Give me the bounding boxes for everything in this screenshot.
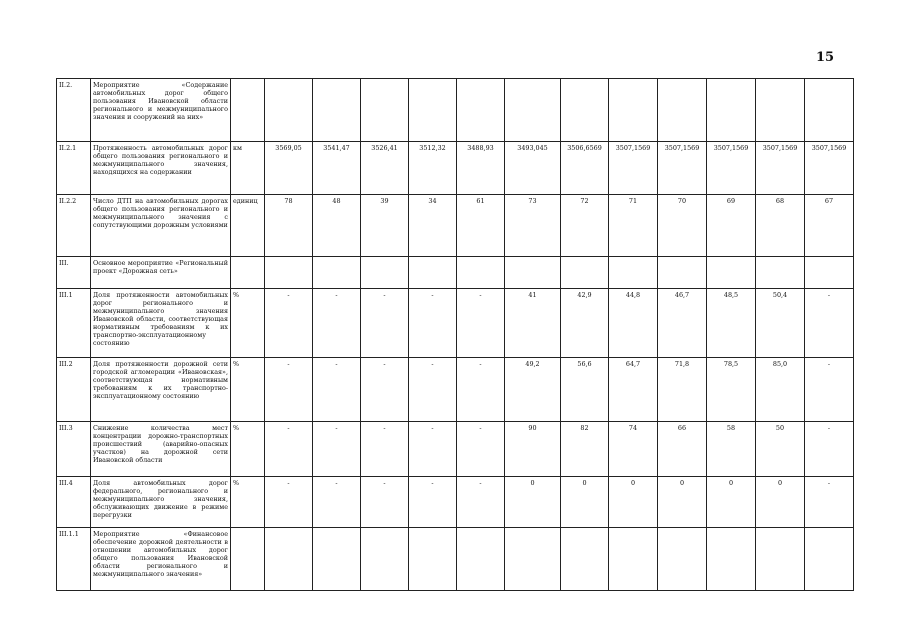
table-row — [57, 477, 854, 528]
value-cell — [409, 79, 457, 142]
value-cell: - — [265, 358, 313, 422]
value-cell: 66 — [658, 422, 707, 477]
value-cell: 50,4 — [756, 289, 805, 358]
indicator-name: Протяженность автомобильных дорог общего пользования регионального и межмуниципального значения, находящихся на содержании — [91, 142, 231, 195]
value-cell — [609, 79, 658, 142]
value-cell — [265, 79, 313, 142]
value-cell: 48 — [313, 195, 361, 257]
value-cell: - — [457, 477, 505, 528]
value-cell: 3507,1569 — [805, 142, 854, 195]
table-row — [57, 142, 854, 195]
table-row — [57, 79, 854, 142]
value-cell: - — [313, 289, 361, 358]
value-cell: 68 — [756, 195, 805, 257]
value-cell — [561, 79, 609, 142]
value-cell: 3526,41 — [361, 142, 409, 195]
table-row — [57, 195, 854, 257]
value-cell: - — [265, 477, 313, 528]
unit-cell — [231, 528, 265, 591]
unit-cell: единиц — [231, 195, 265, 257]
table-row — [57, 358, 854, 422]
table-row — [57, 422, 854, 477]
indicator-name: Мероприятие «Финансовое обеспечение дорожной деятельности в отношении автомобильных дорог общего пользования Ивановской области регионального и межмуниципального значения» — [91, 528, 231, 591]
value-cell — [805, 79, 854, 142]
value-cell: 64,7 — [609, 358, 658, 422]
row-number: III. — [57, 257, 91, 289]
value-cell — [457, 257, 505, 289]
value-cell: 82 — [561, 422, 609, 477]
value-cell: 56,6 — [561, 358, 609, 422]
unit-cell: % — [231, 422, 265, 477]
value-cell: 46,7 — [658, 289, 707, 358]
value-cell: 41 — [505, 289, 561, 358]
value-cell — [265, 257, 313, 289]
value-cell: 90 — [505, 422, 561, 477]
indicator-name: Мероприятие «Содержание автомобильных дорог общего пользования Ивановской области регионального и межмуниципального значения и сооружений на них» — [91, 79, 231, 142]
value-cell: 3541,47 — [313, 142, 361, 195]
indicators-table — [56, 78, 854, 591]
value-cell — [756, 257, 805, 289]
value-cell: - — [457, 358, 505, 422]
value-cell — [561, 257, 609, 289]
value-cell: 78 — [265, 195, 313, 257]
value-cell: - — [361, 289, 409, 358]
value-cell: 3507,1569 — [658, 142, 707, 195]
row-number: III.4 — [57, 477, 91, 528]
value-cell — [361, 79, 409, 142]
value-cell — [505, 528, 561, 591]
indicator-name: Основное мероприятие «Региональный проект «Дорожная сеть» — [91, 257, 231, 289]
value-cell — [805, 257, 854, 289]
row-number: II.2.2 — [57, 195, 91, 257]
value-cell — [658, 79, 707, 142]
row-number: II.2.1 — [57, 142, 91, 195]
value-cell — [361, 528, 409, 591]
value-cell: 48,5 — [707, 289, 756, 358]
value-cell — [457, 79, 505, 142]
value-cell: 0 — [658, 477, 707, 528]
value-cell: - — [409, 422, 457, 477]
value-cell — [658, 257, 707, 289]
value-cell: 58 — [707, 422, 756, 477]
value-cell: 3507,1569 — [609, 142, 658, 195]
value-cell: - — [457, 289, 505, 358]
value-cell — [409, 257, 457, 289]
value-cell: 3506,6569 — [561, 142, 609, 195]
value-cell — [457, 528, 505, 591]
row-number: III.2 — [57, 358, 91, 422]
value-cell: 42,9 — [561, 289, 609, 358]
value-cell — [505, 257, 561, 289]
value-cell: - — [409, 289, 457, 358]
value-cell — [265, 528, 313, 591]
value-cell: 3507,1569 — [756, 142, 805, 195]
value-cell: 73 — [505, 195, 561, 257]
value-cell: - — [361, 358, 409, 422]
value-cell — [707, 528, 756, 591]
indicator-name: Снижение количества мест концентрации дорожно-транспортных происшествий (аварийно-опасных участков) на дорожной сети Ивановской области — [91, 422, 231, 477]
unit-cell: % — [231, 477, 265, 528]
value-cell — [658, 528, 707, 591]
row-number: II.2. — [57, 79, 91, 142]
value-cell: - — [361, 477, 409, 528]
value-cell: 49,2 — [505, 358, 561, 422]
value-cell — [561, 528, 609, 591]
value-cell: - — [805, 358, 854, 422]
value-cell: 70 — [658, 195, 707, 257]
unit-cell: % — [231, 289, 265, 358]
value-cell — [313, 528, 361, 591]
value-cell: 0 — [609, 477, 658, 528]
table-row — [57, 289, 854, 358]
value-cell: 72 — [561, 195, 609, 257]
value-cell: - — [313, 358, 361, 422]
value-cell: 3493,045 — [505, 142, 561, 195]
value-cell — [409, 528, 457, 591]
value-cell: - — [409, 477, 457, 528]
row-number: III.1.1 — [57, 528, 91, 591]
value-cell: 39 — [361, 195, 409, 257]
value-cell — [756, 79, 805, 142]
value-cell: 3569,05 — [265, 142, 313, 195]
value-cell — [805, 528, 854, 591]
unit-cell: % — [231, 358, 265, 422]
value-cell: - — [805, 422, 854, 477]
value-cell: 71,8 — [658, 358, 707, 422]
value-cell: - — [313, 477, 361, 528]
value-cell: 85,0 — [756, 358, 805, 422]
indicator-name: Доля протяженности автомобильных дорог регионального и межмуниципального значения Ивановской области, соответствующая нормативным требованиям к их транспортно-эксплуатационному состоянию — [91, 289, 231, 358]
value-cell: 71 — [609, 195, 658, 257]
value-cell — [361, 257, 409, 289]
value-cell: - — [805, 477, 854, 528]
row-number: III.1 — [57, 289, 91, 358]
row-number: III.3 — [57, 422, 91, 477]
value-cell: 0 — [756, 477, 805, 528]
value-cell — [756, 528, 805, 591]
value-cell: 74 — [609, 422, 658, 477]
value-cell — [609, 528, 658, 591]
value-cell: 3507,1569 — [707, 142, 756, 195]
value-cell: 78,5 — [707, 358, 756, 422]
value-cell: 69 — [707, 195, 756, 257]
table-row — [57, 257, 854, 289]
indicator-name: Доля протяженности дорожной сети городской агломерации «Ивановская», соответствующая нормативным требованиям к их транспортно-эксплуатационному состоянию — [91, 358, 231, 422]
value-cell — [707, 79, 756, 142]
value-cell: 50 — [756, 422, 805, 477]
value-cell: 44,8 — [609, 289, 658, 358]
value-cell: - — [361, 422, 409, 477]
table-body — [57, 79, 854, 591]
value-cell: - — [457, 422, 505, 477]
value-cell: 34 — [409, 195, 457, 257]
value-cell: 61 — [457, 195, 505, 257]
value-cell: 3512,32 — [409, 142, 457, 195]
value-cell: 3488,93 — [457, 142, 505, 195]
value-cell: 0 — [561, 477, 609, 528]
value-cell — [707, 257, 756, 289]
value-cell — [313, 257, 361, 289]
value-cell: - — [265, 289, 313, 358]
indicator-name: Доля автомобильных дорог федерального, регионального и межмуниципального значения, обслуживающих движение в режиме перегрузки — [91, 477, 231, 528]
value-cell: - — [409, 358, 457, 422]
unit-cell — [231, 257, 265, 289]
value-cell: - — [805, 289, 854, 358]
value-cell: 0 — [505, 477, 561, 528]
unit-cell — [231, 79, 265, 142]
value-cell — [505, 79, 561, 142]
indicator-name: Число ДТП на автомобильных дорогах общего пользования регионального и межмуниципального значения с сопутствующими дорожным условиями — [91, 195, 231, 257]
value-cell — [609, 257, 658, 289]
value-cell: - — [313, 422, 361, 477]
unit-cell: км — [231, 142, 265, 195]
table-row — [57, 528, 854, 591]
value-cell: - — [265, 422, 313, 477]
value-cell: 67 — [805, 195, 854, 257]
page-number: 15 — [816, 50, 835, 65]
value-cell: 0 — [707, 477, 756, 528]
value-cell — [313, 79, 361, 142]
